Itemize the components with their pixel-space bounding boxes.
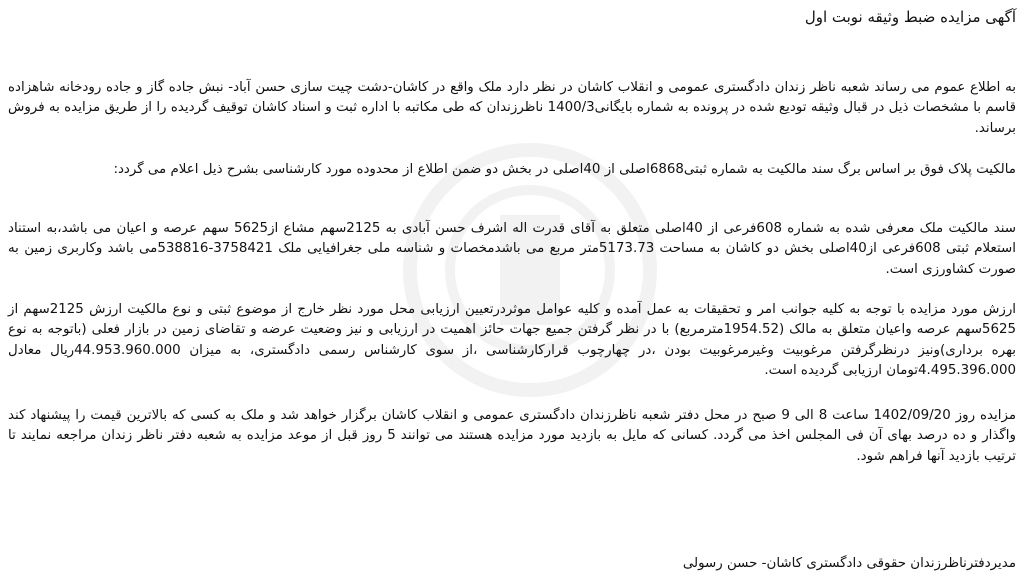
- notice-paragraph-4: ارزش مورد مزایده با توجه به کلیه جوانب امر و تحقیقات به عمل آمده و کلیه عوامل موثردرتعیین ارزیابی محل مورد نظر خارج از موضوع ثبتی و نوع مالکیت ارزش 2125سهم از 5625سهم عرصه واعیان متعلق به مالک (1954.52مترمربع) با در نظر گرفتن جمیع جهات حائز اهمیت در ارزیابی و نیز وضعیت عرضه و تقاضای زمین در بازار فعلی (باتوجه به نوع بهره برداری)ونیز درنظرگرفتن مرغوبیت وغیرمرغوبیت بودن ،در چهارچوب قرارکارشناسی ،از سوی کارشناس رسمی دادگستری، به میزان 44.953.960.000ریال معادل 4.495.396.000تومان ارزیابی گردیده است.: [8, 302, 1017, 378]
- signature-line: مدیردفترناظرزندان حقوقی دادگستری کاشان- حسن رسولی: [682, 556, 1016, 571]
- notice-paragraph-5: مزایده روز 1402/09/20 ساعت 8 الی 9 صبح در محل دفتر شعبه ناظرزندان دادگستری عمومی و انقلاب کاشان برگزار خواهد شد و ملک به کسی که بالاترین قیمت را پیشنهاد کند واگذار و ده درصد بهای آن فی المجلس اخذ می گردد. کسانی که مایل به بازدید مورد مزایده هستند می توانند 5 روز قبل از موعد مزایده به شعبه دفتر ناظر زندان مراجعه نمایند تا ترتیب بازدید آنها فراهم شود.: [8, 408, 1017, 464]
- notice-paragraph-1: به اطلاع عموم می رساند شعبه ناظر زندان دادگستری عمومی و انقلاب کاشان در نظر دارد ملک واقع در کاشان-دشت چیت سازی حسن آباد- نبش جاده گاز و جاده رودخانه شاهزاده قاسم با مشخصات ذیل در قبال وثیقه تودیع شده در پرونده به شماره بایگانی1400/3 ناظرزندان که طی مکاتبه با اداره ثبت و اسناد کاشان توقیف گردیده را از طریق مزایده به فروش برساند.: [8, 80, 1016, 136]
- page-title: آگهی مزایده ضبط وثیقه نوبت اول: [804, 8, 1016, 26]
- notice-paragraph-2: مالکیت پلاک فوق بر اساس برگ سند مالکیت به شماره ثبتی6868اصلی از 40اصلی در بخش دو ضمن اطلاع از محدوده مورد کارشناسی بشرح ذیل اعلام می گردد:: [113, 162, 1016, 177]
- notice-paragraph-3: سند مالکیت ملک معرفی شده به شماره 608فرعی از 40اصلی متعلق به آقای قدرت اله اشرف حسن آبادی به 2125سهم مشاع از5625 سهم عرصه و اعیان می باشد،به استناد استعلام ثبتی 608فرعی از40اصلی بخش دو کاشان به مساحت 5173.73متر مربع می باشدمخصات و شناسه ملی جغرافیایی ملک 3758421-538816می باشد وکاربری زمین به صورت کشاورزی است.: [8, 221, 1016, 277]
